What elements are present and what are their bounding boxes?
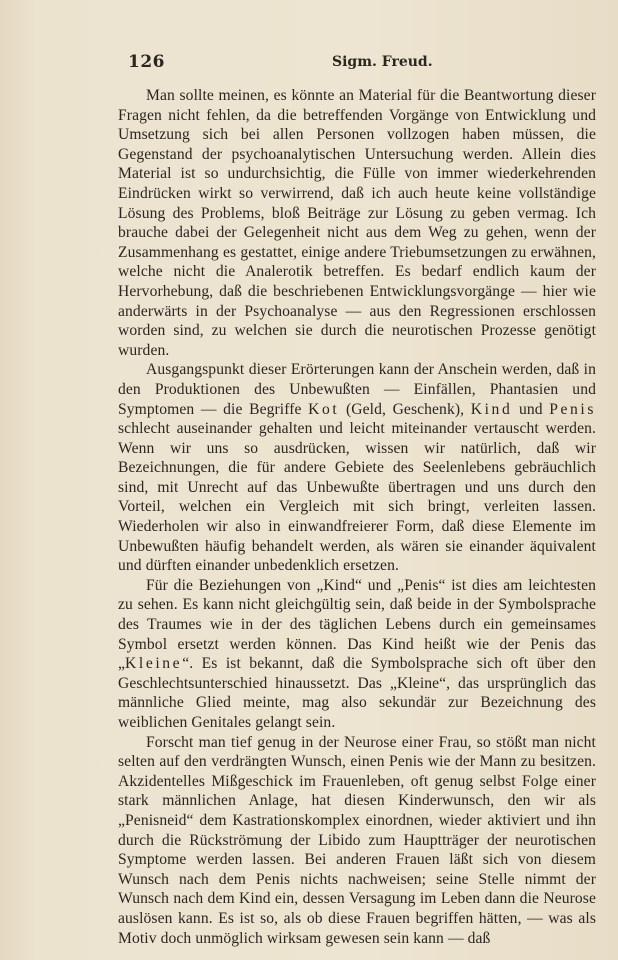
paragraph-3 xyxy=(118,576,596,733)
page-number: 126 xyxy=(128,52,165,72)
paragraph-4: Forscht man tief genug in der Neurose einer Frau, so stößt man nicht selten auf den verdrängten Wunsch, einen Penis wie der Mann zu besitzen. Akzidentelles Mißgeschick im Frauenleben, oft genug selbst Folge einer stark männlichen Anlage, hat diesen Kinderwunsch, den wir als „Penisneid“ dem Kastrationskomplex einordnen, wieder aktiviert und ihn durch die Rückströmung der Libido zum Hauptträger der neurotischen Symptome werden lassen. Bei anderen Frauen läßt sich von diesem Wunsch nach dem Penis nichts nachweisen; seine Stelle nimmt der Wunsch nach dem Kind ein, dessen Versagung im Leben dann die Neurose auslösen kann. Es ist so, als ob diese Frauen begriffen hätten, — was als Motiv doch unmöglich wirksam gewesen sein kann — daß xyxy=(118,733,596,947)
page-header xyxy=(128,52,468,76)
paragraph-2-text: (Geld, Geschenk), xyxy=(339,400,471,418)
paragraph-3-text: “. Es ist bekannt, daß die Symbolsprache sich oft über den Geschlechtsunterschied hinaussetzt. Das „Kleine“, das ursprünglich das männliche Glied meinte, mag also sekundär zur Bezeichnung des weiblichen Genitales gelangt sein. xyxy=(118,655,596,731)
emphasis-kleine: Kleine xyxy=(125,655,183,673)
paragraph-2 xyxy=(118,360,596,576)
paragraph-3-text: Für die Beziehungen von „Kind“ und „Penis“ ist dies am leichtesten zu sehen. Es kann nicht gleichgültig sein, daß beide in der Symbolsprache des Traumes wie in der des täglichen Lebens durch ein gemeinsames Symbol ersetzt werden können. Das Kind heißt wie der Penis das „ xyxy=(118,576,596,673)
running-head: Sigm. Freud. xyxy=(332,54,433,70)
paragraph-2-text: schlecht auseinander gehalten und leicht miteinander vertauscht werden. Wenn wir uns so ausdrücken, wissen wir natürlich, daß wir Bezeichnungen, die für andere Gebiete des Seelenlebens gebräuchlich sind, mit Unrecht auf das Unbewußte übertragen und uns durch den Vorteil, welchen ein Vergleich mit sich bringt, verleiten lassen. Wiederholen wir also in einwandfreierer Form, daß diese Elemente im Unbewußten häufig behandelt werden, als wären sie einander äquivalent und dürften einander unbedenklich ersetzen. xyxy=(118,420,596,575)
paragraph-2-text: Ausgangspunkt dieser Erörterungen kann der Anschein werden, daß in den Produktionen des Unbewußten — Einfällen, Phantasien und Symptomen — die Begriffe xyxy=(118,361,596,418)
body-text xyxy=(118,86,596,948)
emphasis-penis: Penis xyxy=(549,400,597,418)
emphasis-kind: Kind xyxy=(470,400,513,418)
paragraph-2-text: und xyxy=(512,400,550,418)
emphasis-kot: Kot xyxy=(308,400,340,418)
paragraph-1: Man sollte meinen, es könnte an Material für die Beantwortung dieser Fragen nicht fehlen, da die betreffenden Vorgänge von Entwicklung und Umsetzung sich bei allen Personen vollzogen haben müssen, die Gegenstand der psychoanalytischen Untersuchung werden. Allein dies Material ist so undurchsichtig, die Fülle von immer wiederkehrenden Eindrücken wirkt so verwirrend, daß ich auch heute keine vollständige Lösung des Problems, bloß Beiträge zur Lösung zu geben vermag. Ich brauche dabei der Gelegenheit nicht aus dem Weg zu gehen, wenn der Zusammenhang es gestattet, einige andere Triebumsetzungen zu erwähnen, welche nicht die Analerotik betreffen. Es bedarf endlich kaum der Hervorhebung, daß die beschriebenen Entwicklungsvorgänge — hier wie anderwärts in der Psychoanalyse — aus den Regressionen erschlossen worden sind, zu welchen sie durch die neurotischen Prozesse genötigt wurden. xyxy=(118,87,596,359)
